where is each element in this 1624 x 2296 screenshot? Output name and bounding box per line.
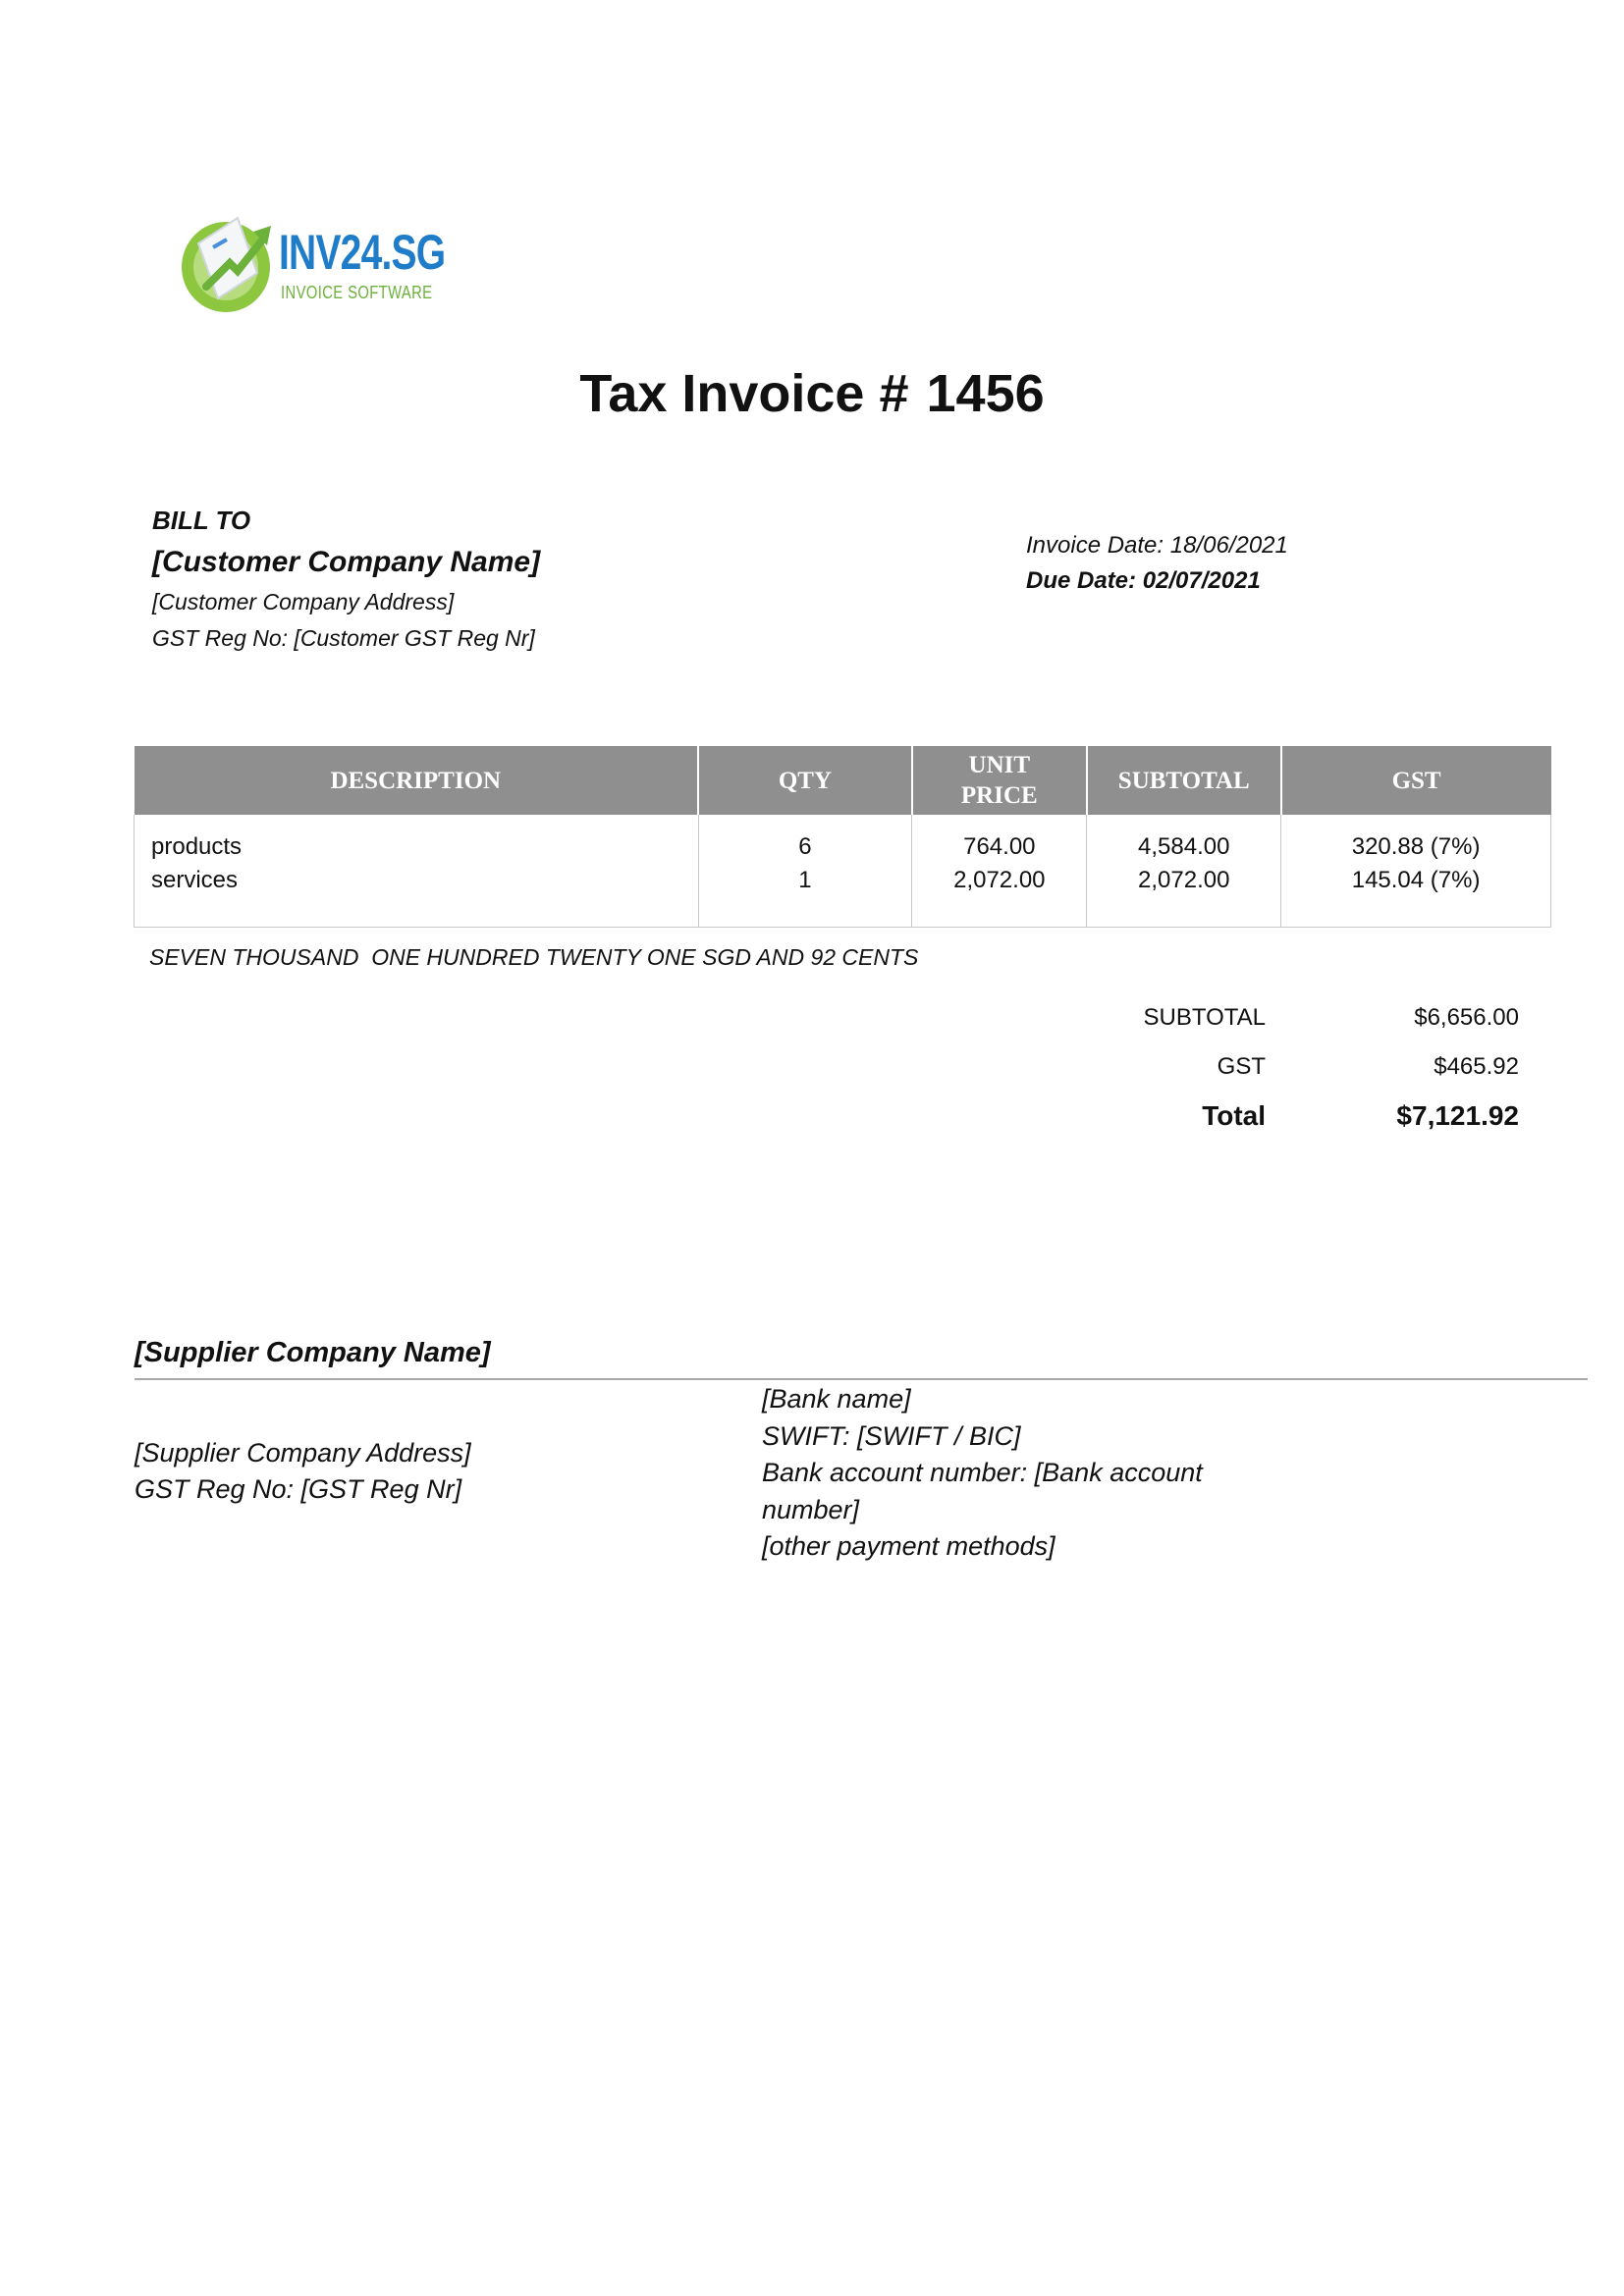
divider bbox=[135, 1378, 1588, 1380]
row-qty: 1 bbox=[798, 867, 812, 893]
supplier-info bbox=[135, 1435, 471, 1508]
amount-in-words: SEVEN THOUSAND ONE HUNDRED TWENTY ONE SGD AND 92 CENTS bbox=[149, 944, 919, 970]
bank-swift: SWIFT: [SWIFT / BIC] bbox=[762, 1420, 1021, 1451]
line-items-table bbox=[134, 746, 1551, 928]
row-description: products bbox=[151, 833, 243, 860]
table-header-row bbox=[135, 746, 1551, 815]
row-subtotal: 4,584.00 bbox=[1138, 833, 1230, 860]
row-subtotal: 2,072.00 bbox=[1138, 867, 1230, 893]
header-unit-price-label: UNIT PRICE bbox=[960, 752, 1038, 809]
bank-other: [other payment methods] bbox=[762, 1531, 1056, 1561]
gst-label: GST bbox=[1217, 1053, 1266, 1080]
supplier-name: [Supplier Company Name] bbox=[135, 1337, 491, 1368]
row-unit-price: 764.00 bbox=[963, 833, 1036, 860]
due-date: Due Date: 02/07/2021 bbox=[1026, 567, 1261, 594]
gst-cell bbox=[1281, 815, 1551, 928]
customer-gst: GST Reg No: [Customer GST Reg Nr] bbox=[152, 625, 535, 651]
qty-cell bbox=[698, 815, 912, 928]
subtotal-label: SUBTOTAL bbox=[1143, 1004, 1266, 1031]
description-cell bbox=[135, 815, 699, 928]
invoice-title bbox=[0, 363, 1624, 424]
invoice-number: 1456 bbox=[926, 364, 1045, 423]
title-label: Tax Invoice # bbox=[579, 364, 909, 423]
logo-tagline: INVOICE SOFTWARE bbox=[281, 283, 433, 302]
gst-value: $465.92 bbox=[1434, 1053, 1519, 1080]
table-row bbox=[135, 815, 1551, 928]
row-gst: 320.88 (7%) bbox=[1351, 833, 1481, 860]
subtotal-cell bbox=[1087, 815, 1281, 928]
header-unit-price bbox=[912, 746, 1087, 815]
customer-name: [Customer Company Name] bbox=[152, 546, 541, 578]
header-subtotal: SUBTOTAL bbox=[1087, 746, 1281, 815]
row-description: services bbox=[151, 867, 239, 893]
header-description: DESCRIPTION bbox=[135, 746, 699, 815]
header-qty: QTY bbox=[698, 746, 912, 815]
subtotal-value: $6,656.00 bbox=[1414, 1004, 1519, 1031]
row-gst: 145.04 (7%) bbox=[1351, 867, 1481, 893]
total-label: Total bbox=[1202, 1100, 1266, 1131]
row-unit-price: 2,072.00 bbox=[953, 867, 1046, 893]
unit-price-cell bbox=[912, 815, 1087, 928]
bank-account: Bank account number: [Bank account number] bbox=[762, 1458, 1203, 1524]
invoice-date: Invoice Date: 18/06/2021 bbox=[1026, 532, 1288, 559]
bill-to-heading: BILL TO bbox=[152, 506, 251, 535]
total-value: $7,121.92 bbox=[1396, 1100, 1519, 1131]
bank-details bbox=[762, 1381, 1272, 1566]
header-gst: GST bbox=[1281, 746, 1551, 815]
supplier-address: [Supplier Company Address] bbox=[135, 1438, 471, 1468]
supplier-gst: GST Reg No: [GST Reg Nr] bbox=[135, 1474, 462, 1504]
customer-address: [Customer Company Address] bbox=[152, 589, 455, 614]
logo-wordmark: INV24.SG bbox=[279, 225, 446, 280]
bank-name: [Bank name] bbox=[762, 1384, 911, 1414]
row-qty: 6 bbox=[798, 833, 812, 860]
